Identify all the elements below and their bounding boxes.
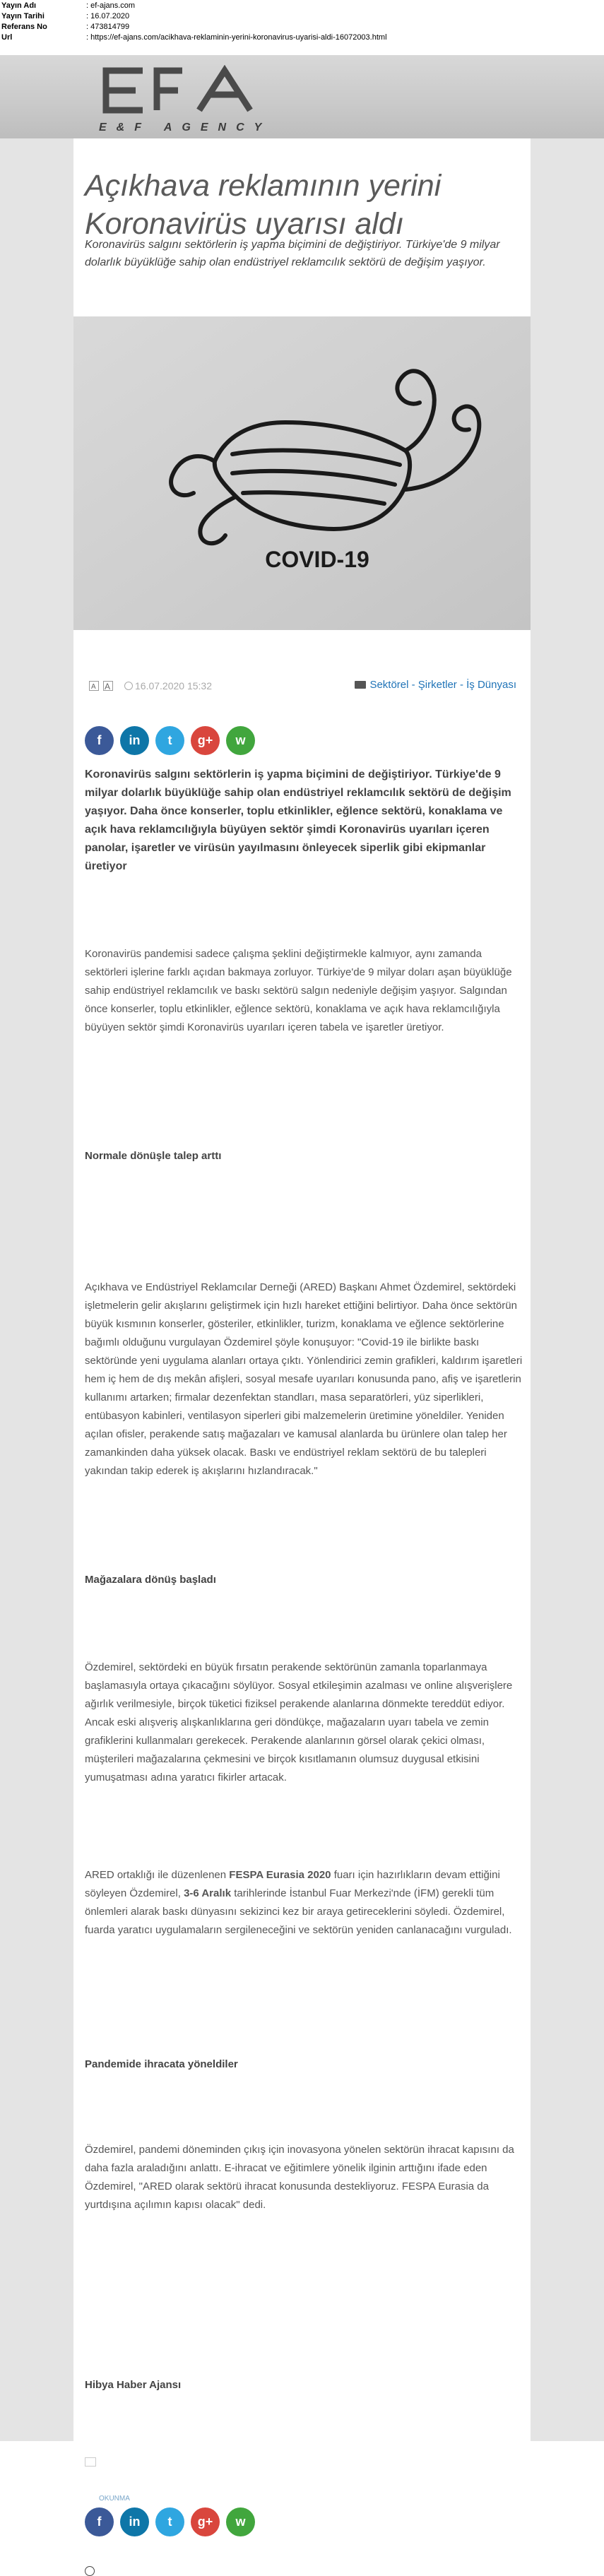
- comment-icon: [85, 2457, 96, 2467]
- logo-text: EFA: [99, 65, 100, 66]
- whatsapp-share-button[interactable]: w: [226, 726, 255, 755]
- section-heading: Mağazalara dönüş başladı: [85, 1574, 216, 1586]
- meta-value: : ef-ajans.com: [86, 1, 136, 10]
- meta-key: Yayın Tarihi: [1, 12, 45, 20]
- googleplus-share-button[interactable]: g+: [191, 2507, 220, 2536]
- covid-graffiti-text: COVID-19: [265, 547, 369, 572]
- article-paragraph: Açıkhava ve Endüstriyel Reklamcılar Derneği (ARED) Başkanı Ahmet Özdemirel, sektördeki işletmelerin gelir akışlarını geliştirmek için hızlı hareket ettiğini belirtiyor. Daha önce sektörün büyük kısmının konserler, gösteriler, etkinlikler, turizm, konaklama ve eğlence sektörlerine bağımlı olduğunu vurgulayan Özdemirel şöyle konuşuyor: "Covid-19 ile birlikte baskı sektöründe yeni uygulama alanları ortaya çıktı. Yönlendirici zemin grafikleri, kaldırım işaretleri hem iç hem de dış mekân afişleri, sosyal mesafe uyarıları konusunda pano, afiş ve işaretlerin kullanımı artarken; firmalar dezenfektan standları, masa separatörleri, yüz siperlikleri, entübasyon kabinleri, ventilasyon siperleri gibi malzemelerin üretimine yöneldiler. Yeniden açılan ofisler, perakende satış mağazaları ve kamusal alanlarda bu ürünlere olan talep her zamankinden daha yüksek olacak. Baskı ve endüstriyel reklam sektörü de bu talepleri yakından takip ederek iş akışlarını hızlandıracak.": [85, 1281, 523, 1477]
- linkedin-share-button[interactable]: in: [120, 726, 149, 755]
- folder-icon: [355, 681, 366, 689]
- article-source: Hibya Haber Ajansı: [85, 2379, 182, 2391]
- meta-key: Url: [1, 33, 13, 42]
- article-paragraph: Özdemirel, pandemi döneminden çıkış için inovasyona yönelen sektörün ihracat kapısını da daha fazla araladığını anlattı. E-ihracat ve eğitimlere yönelik ilginin arttığını ifade eden Özdemirel, "ARED olarak sektörü ihracat konusunda destekliyoruz. FESPA Eurasia da yurtdışına açılımın kapısı olacak" dedi.: [85, 2144, 514, 2211]
- article-title: Açıkhava reklamının yerini Koronavirüs uyarısı aldı: [85, 169, 442, 241]
- linkedin-share-button[interactable]: in: [120, 2507, 149, 2536]
- article-intro: Koronavirüs salgını sektörlerin iş yapma biçimini de değiştiriyor. Türkiye'de 9 milyar dolarlık büyüklüğe sahip olan endüstriyel reklamcılık sektörü de değişim yaşıyor. Daha önce konserler, toplu etkinlikler, eğlence sektörü, konaklama ve açık hava reklamcılığıyla büyüyen sektör şimdi Koronavirüs uyarıları içeren panolar, işaretler ve virüsün yayılmasını önleyecek siperlik gibi ekipmanlar üretiyor: [85, 768, 511, 872]
- facebook-share-button[interactable]: f: [85, 726, 114, 755]
- meta-value: : 473814799: [86, 23, 130, 31]
- font-size-down-icon[interactable]: [89, 681, 99, 691]
- clock-icon: [124, 682, 133, 690]
- meta-value: : 16.07.2020: [86, 12, 130, 20]
- facebook-share-button[interactable]: f: [85, 2507, 114, 2536]
- svg-text:A: A: [105, 682, 111, 691]
- right-gutter: [531, 55, 604, 2441]
- twitter-share-button[interactable]: t: [155, 726, 184, 755]
- meta-key: Yayın Adı: [1, 1, 37, 10]
- twitter-share-button[interactable]: t: [155, 2507, 184, 2536]
- article-paragraph: ARED ortaklığı ile düzenlenen FESPA Eurasia 2020 fuarı için hazırlıkların devam ettiğini söyleyen Özdemirel, 3-6 Aralık tarihlerinde İstanbul Fuar Merkezi'nde (İFM) gerekli tüm önlemleri alarak baskı dünyasını sekizinci kez bir araya getireceklerini söyledi. Özdemirel, fuarda yaratıcı uygulamaların sergileneceğini ve sektörün yeniden canlanacağını vurguladı.: [85, 1869, 512, 1936]
- event-dates: 3-6 Aralık: [184, 1887, 232, 1899]
- category-breadcrumb-text[interactable]: Sektörel - Şirketler - İş Dünyası: [369, 679, 516, 691]
- article-column: [73, 138, 531, 2529]
- post-info-bar: [73, 678, 531, 695]
- views-label: OKUNMA: [99, 2495, 130, 2503]
- meta-key: Referans No: [1, 23, 47, 31]
- hero-image: [73, 316, 531, 630]
- left-gutter: [0, 55, 73, 2441]
- logo-tagline: E&F AGENCY: [99, 121, 272, 133]
- section-heading: Pandemide ihracata yöneldiler: [85, 2058, 238, 2070]
- clipping-meta: [0, 0, 604, 55]
- svg-text:A: A: [91, 683, 96, 691]
- whatsapp-share-button[interactable]: w: [226, 2507, 255, 2536]
- meta-value[interactable]: : https://ef-ajans.com/acikhava-reklaminin-yerini-koronavirus-uyarisi-aldi-16072003.html: [86, 33, 387, 42]
- clock-icon: [85, 2566, 95, 2576]
- publish-date: [124, 680, 212, 692]
- section-heading: Normale dönüşle talep arttı: [85, 1150, 222, 1162]
- efa-logo[interactable]: [99, 65, 290, 116]
- category-links[interactable]: [355, 679, 516, 691]
- article-lead: Koronavirüs salgını sektörlerin iş yapma biçimini de değiştiriyor. Türkiye'de 9 milyar dolarlık büyüklüğe sahip olan endüstriyel reklamcılık sektörü de değişim yaşıyor.: [85, 239, 500, 268]
- event-name: FESPA Eurasia 2020: [229, 1869, 331, 1881]
- publish-date-text: 16.07.2020 15:32: [135, 680, 212, 692]
- font-size-up-icon[interactable]: [103, 681, 113, 691]
- googleplus-share-button[interactable]: g+: [191, 726, 220, 755]
- article-paragraph: Koronavirüs pandemisi sadece çalışma şeklini değiştirmekle kalmıyor, aynı zamanda sektörleri işlerine farklı açıdan bakmaya zorluyor. Türkiye'de 9 milyar doları aşan büyüklüğe sahip endüstriyel reklamcılık ve baskı sektörü salgın nedeniyle değişim yaşıyor. Salgından önce konserler, toplu etkinlikler, eğlence sektörü, konaklama ve açık hava reklamcılığıyla büyüyen sektör şimdi Koronavirüs uyarıları içeren tabela ve işaretler üretiyor.: [85, 948, 512, 1033]
- article-paragraph: Özdemirel, sektördeki en büyük fırsatın perakende sektörünün zamanla toparlanmaya başlamasıyla ortaya çıkacağını söylüyor. Sosyal etkileşimin azalması ve online alışverişlere ağırlık verilmesiyle, birçok tüketici fiziksel perakende alanlarına dönmekte tereddüt ediyor. Ancak eski alışveriş alışkanlıklarına geri döndükçe, mağazaların uyarı tabela ve zemin grafiklerini kullanmaları gerekecek. Perakende alanlarının görsel olarak çekici olması, müşterileri mağazalarına çekmesini ve birçok kısıtlamanın olumsuz duygusal etkisini yumuşatması adına yaratıcı fikirler artacak.: [85, 1661, 513, 1783]
